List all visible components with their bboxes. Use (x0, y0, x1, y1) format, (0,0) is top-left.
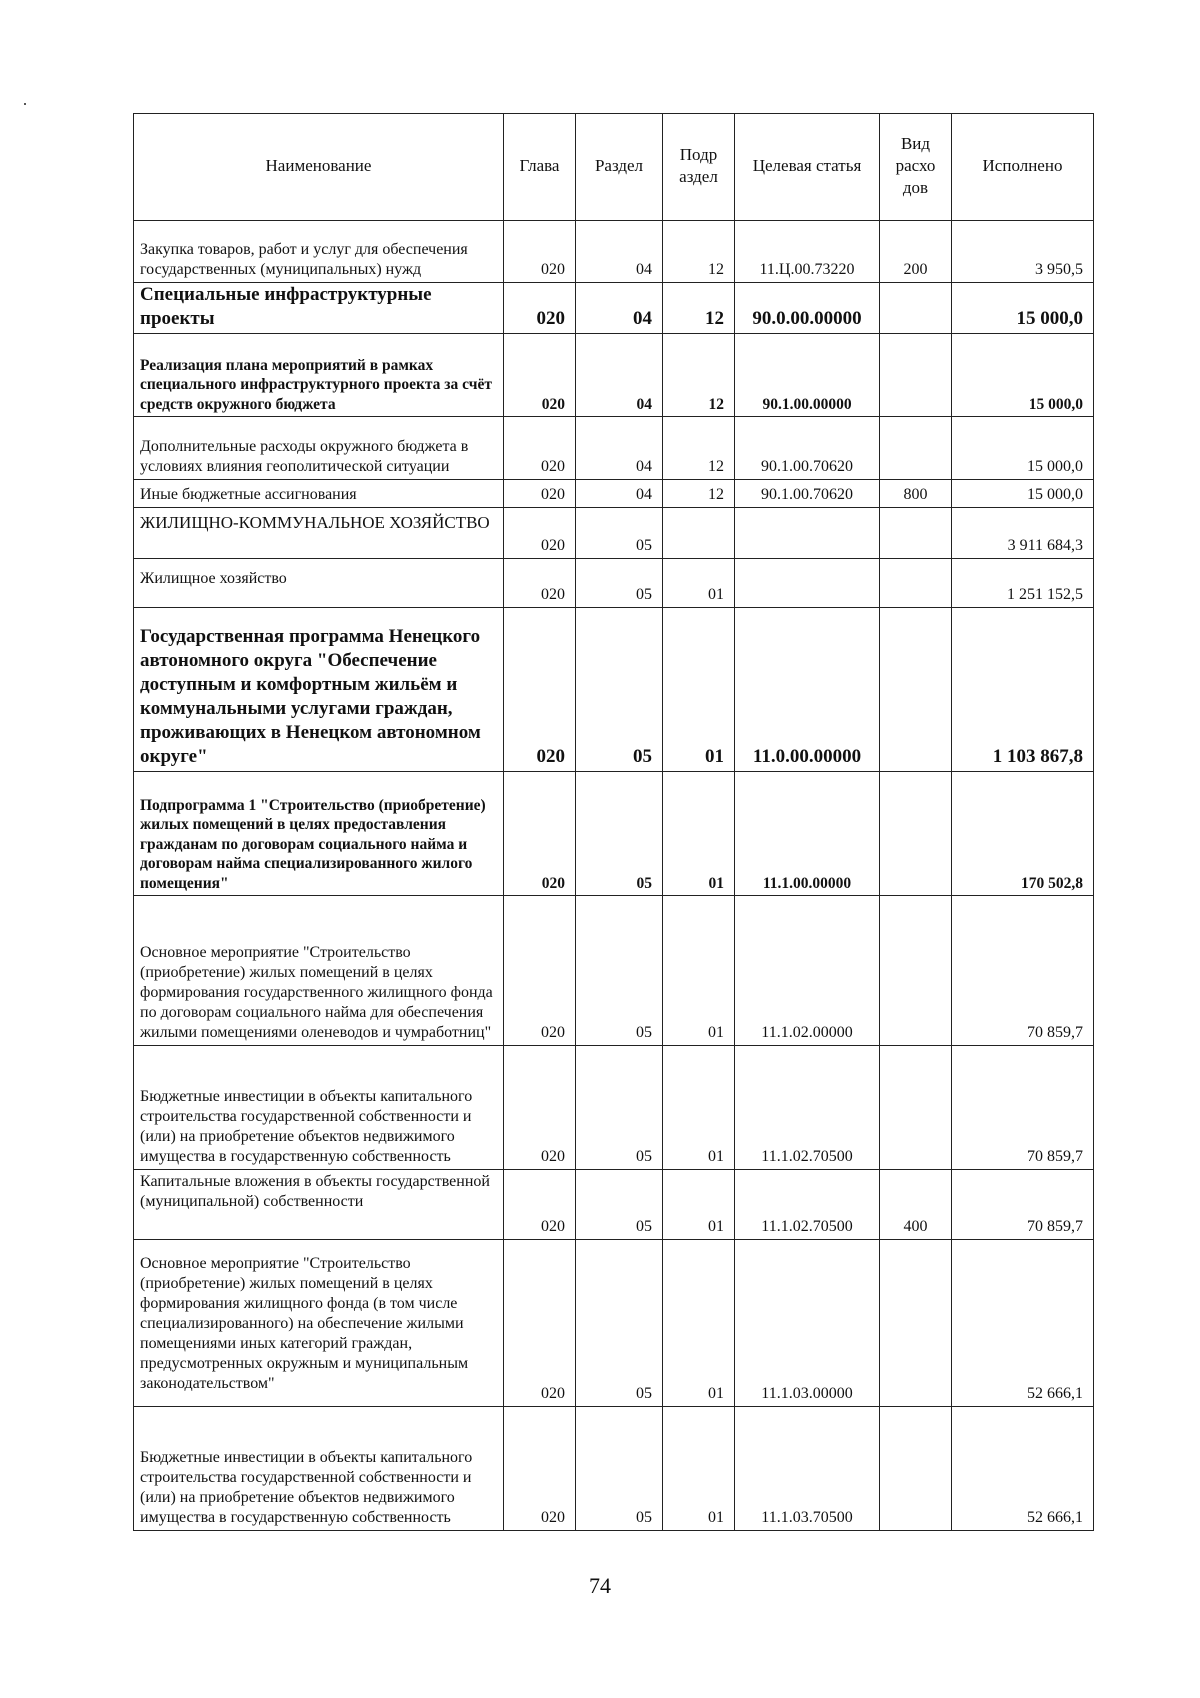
row-podrazdel: 12 (663, 334, 735, 417)
row-name: Основное мероприятие "Строительство (приобретение) жилых помещений в целях формирования государственного жилищного фонда по договорам социального найма для обеспечения жилыми помещениями оленеводов и чумработниц" (134, 896, 504, 1046)
row-glava: 020 (504, 508, 576, 559)
row-vid (880, 1407, 952, 1531)
row-name: Дополнительные расходы окружного бюджета в условиях влияния геополитической ситуации (134, 417, 504, 480)
table-row (134, 1046, 1094, 1170)
row-name: Капитальные вложения в объекты государственной (муниципальной) собственности (134, 1170, 504, 1240)
row-glava: 020 (504, 1046, 576, 1170)
row-statya: 11.1.02.70500 (735, 1046, 880, 1170)
budget-table (133, 113, 1094, 1531)
row-statya: 90.1.00.70620 (735, 417, 880, 480)
header-glava: Глава (504, 114, 576, 221)
row-podrazdel: 01 (663, 1407, 735, 1531)
row-razdel: 05 (576, 1407, 663, 1531)
row-glava: 020 (504, 559, 576, 608)
row-name: Государственная программа Ненецкого автономного округа "Обеспечение доступным и комфортным жильём и коммунальными услугами граждан, проживающих в Ненецком автономном округе" (134, 608, 504, 772)
row-statya: 90.0.00.00000 (735, 283, 880, 334)
row-ispolneno: 70 859,7 (952, 896, 1094, 1046)
header-vid: Вид расхо дов (880, 114, 952, 221)
row-ispolneno: 15 000,0 (952, 480, 1094, 508)
header-razdel: Раздел (576, 114, 663, 221)
row-statya: 11.1.00.00000 (735, 772, 880, 896)
table-row (134, 283, 1094, 334)
row-vid (880, 559, 952, 608)
row-vid (880, 508, 952, 559)
row-razdel: 05 (576, 1046, 663, 1170)
row-statya: 90.1.00.70620 (735, 480, 880, 508)
row-razdel: 05 (576, 772, 663, 896)
row-vid (880, 896, 952, 1046)
row-vid: 400 (880, 1170, 952, 1240)
row-podrazdel: 01 (663, 1170, 735, 1240)
row-vid (880, 1046, 952, 1170)
row-name: ЖИЛИЩНО-КОММУНАЛЬНОЕ ХОЗЯЙСТВО (134, 508, 504, 559)
row-ispolneno: 15 000,0 (952, 334, 1094, 417)
table-row (134, 1170, 1094, 1240)
row-name: Основное мероприятие "Строительство (приобретение) жилых помещений в целях формирования жилищного фонда (в том числе специализированного) на обеспечение жилыми помещениями иных категорий граждан, предусмотренных окружным и муниципальным законодательством" (134, 1240, 504, 1407)
row-name: Жилищное хозяйство (134, 559, 504, 608)
row-glava: 020 (504, 1240, 576, 1407)
row-vid (880, 772, 952, 896)
table-row (134, 508, 1094, 559)
table-row (134, 559, 1094, 608)
row-podrazdel: 12 (663, 417, 735, 480)
row-vid (880, 283, 952, 334)
row-statya: 11.1.02.70500 (735, 1170, 880, 1240)
table-row (134, 334, 1094, 417)
row-podrazdel: 01 (663, 896, 735, 1046)
row-name: Закупка товаров, работ и услуг для обеспечения государственных (муниципальных) нужд (134, 221, 504, 283)
row-podrazdel: 01 (663, 772, 735, 896)
row-ispolneno: 70 859,7 (952, 1170, 1094, 1240)
row-razdel: 05 (576, 896, 663, 1046)
row-name: Специальные инфраструктурные проекты (134, 283, 504, 334)
row-statya: 90.1.00.00000 (735, 334, 880, 417)
row-razdel: 05 (576, 1240, 663, 1407)
row-name: Реализация плана мероприятий в рамках специального инфраструктурного проекта за счёт средств окружного бюджета (134, 334, 504, 417)
row-razdel: 05 (576, 508, 663, 559)
table-row (134, 221, 1094, 283)
row-razdel: 05 (576, 1170, 663, 1240)
table-row (134, 896, 1094, 1046)
row-glava: 020 (504, 896, 576, 1046)
row-name: Подпрограмма 1 "Строительство (приобретение) жилых помещений в целях предоставления гражданам по договорам социального найма и договорам найма специализированного жилого помещения" (134, 772, 504, 896)
table-row (134, 417, 1094, 480)
row-podrazdel: 12 (663, 283, 735, 334)
row-name: Иные бюджетные ассигнования (134, 480, 504, 508)
row-podrazdel (663, 508, 735, 559)
row-glava: 020 (504, 772, 576, 896)
row-statya: 11.0.00.00000 (735, 608, 880, 772)
row-statya: 11.1.03.00000 (735, 1240, 880, 1407)
row-glava: 020 (504, 480, 576, 508)
row-name: Бюджетные инвестиции в объекты капитального строительства государственной собственности и (или) на приобретение объектов недвижимого имущества в государственную собственность (134, 1046, 504, 1170)
header-podrazdel: Подр аздел (663, 114, 735, 221)
row-ispolneno: 52 666,1 (952, 1407, 1094, 1531)
row-glava: 020 (504, 283, 576, 334)
table-header-row (134, 114, 1094, 221)
row-podrazdel: 01 (663, 559, 735, 608)
row-razdel: 05 (576, 559, 663, 608)
row-vid (880, 1240, 952, 1407)
row-vid (880, 334, 952, 417)
row-ispolneno: 3 950,5 (952, 221, 1094, 283)
row-vid: 200 (880, 221, 952, 283)
row-podrazdel: 12 (663, 221, 735, 283)
table-row (134, 480, 1094, 508)
table-row (134, 1407, 1094, 1531)
header-ispolneno: Исполнено (952, 114, 1094, 221)
budget-table-sheet (133, 113, 1093, 1531)
page-number: 74 (589, 1573, 611, 1598)
row-razdel: 04 (576, 283, 663, 334)
row-vid (880, 608, 952, 772)
row-glava: 020 (504, 1170, 576, 1240)
row-statya (735, 559, 880, 608)
row-statya (735, 508, 880, 559)
row-ispolneno: 15 000,0 (952, 283, 1094, 334)
table-row (134, 1240, 1094, 1407)
row-razdel: 04 (576, 417, 663, 480)
row-ispolneno: 1 103 867,8 (952, 608, 1094, 772)
row-ispolneno: 170 502,8 (952, 772, 1094, 896)
row-podrazdel: 01 (663, 1046, 735, 1170)
row-glava: 020 (504, 608, 576, 772)
row-ispolneno: 70 859,7 (952, 1046, 1094, 1170)
row-vid: 800 (880, 480, 952, 508)
row-glava: 020 (504, 1407, 576, 1531)
row-ispolneno: 3 911 684,3 (952, 508, 1094, 559)
row-glava: 020 (504, 334, 576, 417)
row-podrazdel: 01 (663, 608, 735, 772)
row-statya: 11.1.02.00000 (735, 896, 880, 1046)
row-vid (880, 417, 952, 480)
row-glava: 020 (504, 417, 576, 480)
header-statya: Целевая статья (735, 114, 880, 221)
row-podrazdel: 12 (663, 480, 735, 508)
row-razdel: 04 (576, 334, 663, 417)
row-razdel: 04 (576, 480, 663, 508)
row-statya: 11.1.03.70500 (735, 1407, 880, 1531)
row-statya: 11.Ц.00.73220 (735, 221, 880, 283)
row-ispolneno: 15 000,0 (952, 417, 1094, 480)
row-ispolneno: 1 251 152,5 (952, 559, 1094, 608)
header-name: Наименование (134, 114, 504, 221)
row-name: Бюджетные инвестиции в объекты капитального строительства государственной собственности и (или) на приобретение объектов недвижимого имущества в государственную собственность (134, 1407, 504, 1531)
scan-speck (24, 103, 26, 105)
row-glava: 020 (504, 221, 576, 283)
table-row (134, 772, 1094, 896)
row-razdel: 04 (576, 221, 663, 283)
row-ispolneno: 52 666,1 (952, 1240, 1094, 1407)
table-row (134, 608, 1094, 772)
row-razdel: 05 (576, 608, 663, 772)
row-podrazdel: 01 (663, 1240, 735, 1407)
